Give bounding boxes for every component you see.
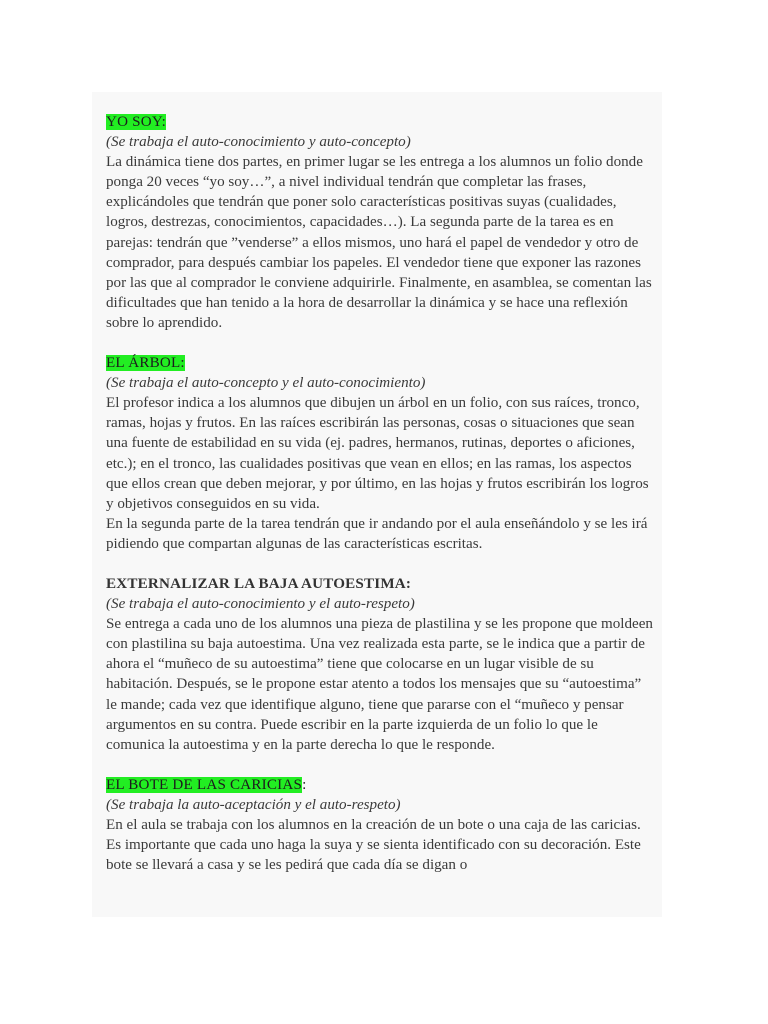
section-paragraph: En el aula se trabaja con los alumnos en la creación de un bote o una caja de las caricias. Es importante que cada uno haga la suya y se sienta identificado con su decoración. Este bote se llevará a casa y se les pedirá que cada día se digan o <box>106 817 641 874</box>
section-title-text: YO SOY: <box>106 114 166 130</box>
section-title <box>106 574 654 594</box>
section-title <box>106 353 654 373</box>
section-title-text: EL BOTE DE LAS CARICIAS <box>106 776 303 793</box>
section-title <box>106 112 654 132</box>
section-yo-soy <box>106 112 654 333</box>
section-subtitle: (Se trabaja el auto-concepto y el auto-conocimiento) <box>106 375 426 392</box>
document-page <box>92 92 662 917</box>
section-paragraph: El profesor indica a los alumnos que dibujen un árbol en un folio, con sus raíces, tronco, ramas, hojas y frutos. En las raíces escribirán las personas, cosas o situaciones que sean una fuente de estabilidad en su vida (ej. padres, hermanos, rutinas, deportes o aficiones, etc.); en el tronco, las cualidades positivas que vean en ellos; en las ramas, los aspectos que ellos crean que deben mejorar, y por último, en las hojas y frutos escribirán los logros y objetivos conseguidos en su vida. <box>106 395 649 512</box>
section-bote-caricias <box>106 775 654 875</box>
section-subtitle: (Se trabaja la auto-aceptación y el auto-respeto) <box>106 796 401 813</box>
section-title-text: EL ÁRBOL: <box>106 355 185 372</box>
section-title-suffix: : <box>302 776 307 793</box>
section-title-text: EXTERNALIZAR LA BAJA AUTOESTIMA: <box>106 575 412 592</box>
section-paragraph: En la segunda parte de la tarea tendrán que ir andando por el aula enseñándolo y se les irá pidiendo que compartan algunas de las características escritas. <box>106 515 648 552</box>
section-paragraph: Se entrega a cada uno de los alumnos una pieza de plastilina y se les propone que moldeen con plastilina su baja autoestima. Una vez realizada esta parte, se le indica que a partir de ahora el “muñeco de su autoestima” tiene que colocarse en un lugar visible de su habitación. Después, se le propone estar atento a todos los mensajes que su “autoestima” le mande; cada vez que identifique alguno, tiene que pararse con el “muñeco y pensar argumentos en su contra. Puede escribir en la parte izquierda de un folio lo que le comunica la autoestima y en la parte derecha lo que le responde. <box>106 616 653 753</box>
section-paragraph: La dinámica tiene dos partes, en primer lugar se les entrega a los alumnos un folio donde ponga 20 veces “yo soy…”, a nivel individual tendrán que completar las frases, explicándoles que tendrán que poner solo características positivas suyas (cualidades, logros, destrezas, conocimientos, capacidades…). La segunda parte de la tarea es en parejas: tendrán que ”venderse” a ellos mismos, uno hará el papel de vendedor y otro de comprador, para después cambiar los papeles. El vendedor tiene que exponer las razones por las que al comprador le conviene adquirirle. Finalmente, en asamblea, se comentan las dificultades que han tenido a la hora de desarrollar la dinámica y se hace una reflexión sobre lo aprendido. <box>106 154 652 331</box>
section-externalizar <box>106 574 654 755</box>
section-subtitle: (Se trabaja el auto-conocimiento y el auto-respeto) <box>106 596 415 613</box>
section-title <box>106 775 654 795</box>
document-content <box>106 112 654 875</box>
section-subtitle: (Se trabaja el auto-conocimiento y auto-concepto) <box>106 134 411 151</box>
section-el-arbol <box>106 353 654 554</box>
